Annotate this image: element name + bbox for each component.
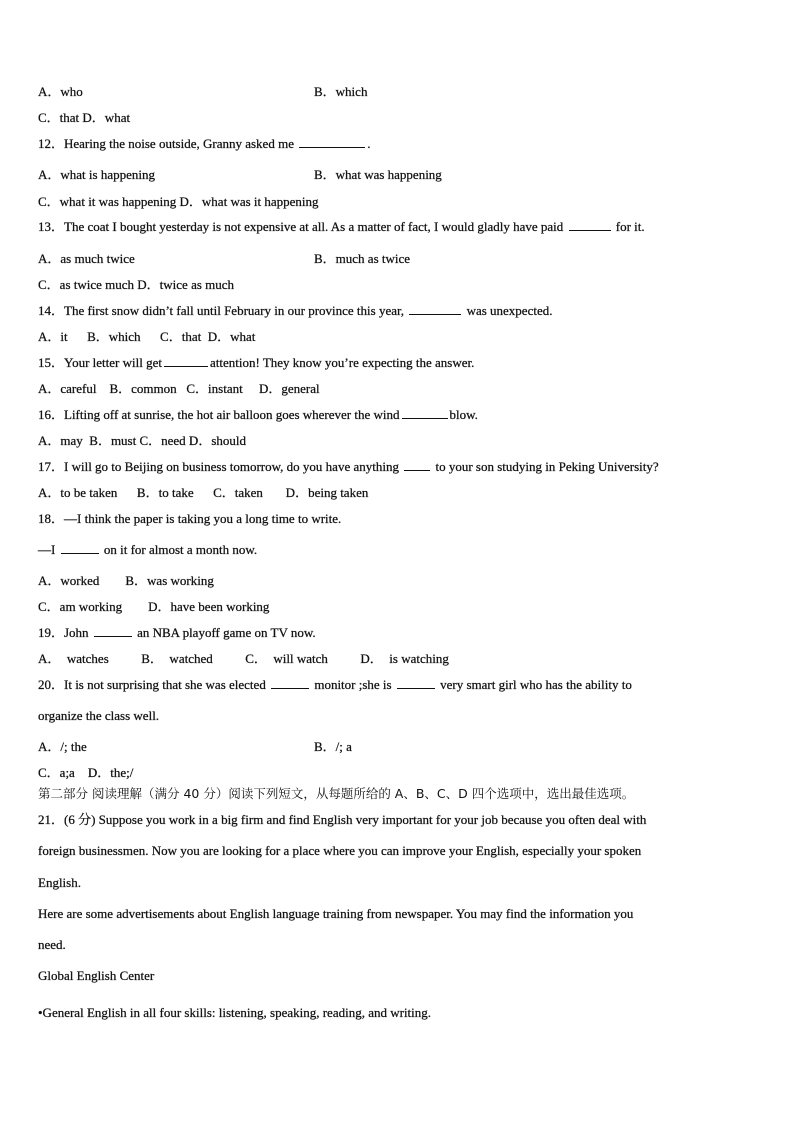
q20-option-b: B．/; a (314, 739, 352, 754)
q14-stem-after: was unexpected. (466, 303, 553, 318)
q17-options: A．to be taken B．to take C．taken D．being taken (38, 485, 369, 500)
q20-options-cd: C．a;a D．the;/ (38, 765, 134, 780)
q16-blank (402, 407, 448, 419)
q12-option-a: A．what is happening (38, 167, 155, 182)
q13-blank (569, 219, 611, 231)
q20-stem-after: very smart girl who has the ability to (440, 677, 632, 692)
q14-stem (38, 303, 552, 319)
q16-stem-before: 16．Lifting off at sunrise, the hot air balloon goes wherever the wind (38, 407, 400, 422)
q20-stem (38, 677, 632, 693)
q15-blank (164, 355, 208, 367)
q18-options-cd: C．am working D．have been working (38, 599, 270, 614)
q11-option-a: A．who (38, 84, 83, 99)
bullet-general-english: •General English in all four skills: listening, speaking, reading, and writing. (38, 1005, 432, 1020)
q12-option-b: B．what was happening (314, 167, 442, 182)
q12-stem-after: . (367, 136, 371, 151)
q18-reply-after: on it for almost a month now. (103, 542, 258, 557)
q14-stem-before: 14．The first snow didn’t fall until February in our province this year, (38, 303, 405, 318)
q16-options: A．may B．must C．need D．should (38, 433, 246, 448)
q20-stem-mid: monitor ;she is (314, 677, 392, 692)
q16-stem (38, 407, 478, 423)
q13-options-cd: C．as twice much D．twice as much (38, 277, 235, 292)
q15-options: A．careful B．common C．instant D．general (38, 381, 320, 396)
q19-stem-before: 19．John (38, 625, 89, 640)
q20-stem-before: 20．It is not surprising that she was elected (38, 677, 266, 692)
q14-options: A．it B．which C．that D．what (38, 329, 256, 344)
q12-stem-before: 12．Hearing the noise outside, Granny asked me (38, 136, 294, 151)
q13-stem-before: 13．The coat I bought yesterday is not expensive at all. As a matter of fact, I would gladly have paid (38, 219, 564, 234)
q11-options-cd: C．that D．what (38, 110, 131, 125)
intro-line-2: need. (38, 937, 66, 952)
q17-stem-before: 17．I will go to Beijing on business tomorrow, do you have anything (38, 459, 399, 474)
q17-blank (404, 459, 430, 471)
q21-line-2: foreign businessmen. Now you are looking for a place where you can improve your English, especially your spoken (38, 843, 642, 858)
q17-stem-after: to your son studying in Peking University? (435, 459, 659, 474)
q13-stem (38, 219, 645, 235)
intro-line-1: Here are some advertisements about English language training from newspaper. You may find the information you (38, 906, 634, 921)
section2-title: 第二部分 阅读理解（满分 40 分）阅读下列短文，从每题所给的 A、B、C、D 四个选项中，选出最佳选项。 (38, 786, 635, 801)
q18-reply-before: —I (38, 542, 56, 557)
q20-blank-2 (397, 677, 435, 689)
q13-option-b: B．much as twice (314, 251, 411, 266)
q15-stem (38, 355, 474, 371)
q13-stem-after: for it. (615, 219, 645, 234)
q19-blank (94, 625, 132, 637)
q18-blank (61, 542, 99, 554)
q20-blank-1 (271, 677, 309, 689)
q20-option-a: A．/; the (38, 739, 87, 754)
q18-stem: 18．—I think the paper is taking you a long time to write. (38, 511, 342, 526)
q11-option-b: B．which (314, 84, 368, 99)
q19-stem-after: an NBA playoff game on TV now. (137, 625, 316, 640)
q19-options: A． watches B． watched C． will watch D． is watching (38, 651, 449, 666)
q16-stem-after: blow. (449, 407, 478, 422)
q12-options-cd: C．what it was happening D．what was it happening (38, 194, 319, 209)
q21-line-3: English. (38, 875, 81, 890)
q17-stem (38, 459, 659, 475)
q13-option-a: A．as much twice (38, 251, 135, 266)
q12-stem (38, 136, 370, 152)
q18-options-ab: A．worked B．was working (38, 573, 214, 588)
q15-stem-before: 15．Your letter will get (38, 355, 162, 370)
center-name: Global English Center (38, 968, 155, 983)
q20-stem-line2: organize the class well. (38, 708, 160, 723)
q19-stem (38, 625, 316, 641)
q12-blank (299, 136, 365, 148)
q14-blank (409, 303, 461, 315)
q15-stem-after: attention! They know you’re expecting the answer. (209, 355, 475, 370)
q21-line-1: 21．(6 分) Suppose you work in a big firm and find English very important for your job because you often deal with (38, 812, 647, 827)
q18-reply (38, 542, 257, 558)
